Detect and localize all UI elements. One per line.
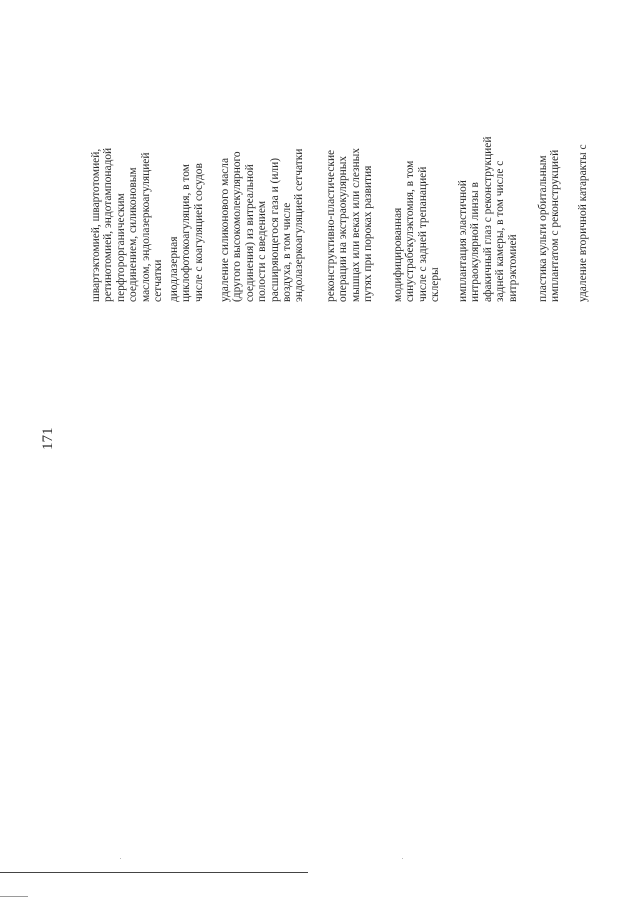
procedure-entry-8: удаление вторичной катаракты с	[577, 144, 589, 302]
procedure-entry-7: пластика культи орбитальным имплантатом с реконструкцией	[537, 149, 562, 302]
table-border-line	[0, 872, 308, 873]
procedure-entry-4: реконструктивно-пластические операции на экстраокулярных мышцах или веках или слезных путях при пороках развития	[325, 148, 375, 302]
page-number: 171	[40, 427, 56, 450]
procedure-entry-6: имплантация эластичной интраокулярной линзы в афакичный глаз с реконструкцией задней камеры, в том числе с витрэктомией	[457, 136, 519, 302]
procedure-entry-2: диодлазерная циклофотокоагуляция, в том числе с коагуляцией сосудов	[168, 163, 205, 302]
procedure-entry-1: швартэктомией, швартотомией, ретинотомией, эндотампонадой перфторорганическим соединением, силиконовым маслом, эндолазеркоагуляцией сетчатки	[90, 147, 165, 302]
scan-speck	[402, 858, 403, 859]
table-border-stub	[0, 896, 28, 897]
procedure-entry-3: удаление силиконового масла (другого высокомолекулярного соединения) из витреальной полости с введением расширяющегося газа и (или) воздуха, в том числе эндолазеркоагуляцией сетчатки	[219, 148, 306, 302]
scan-speck	[120, 858, 121, 859]
procedure-entry-5: модифицированная синустрабекулэктомия, в том числе с задней трепанацией склеры	[392, 160, 442, 302]
